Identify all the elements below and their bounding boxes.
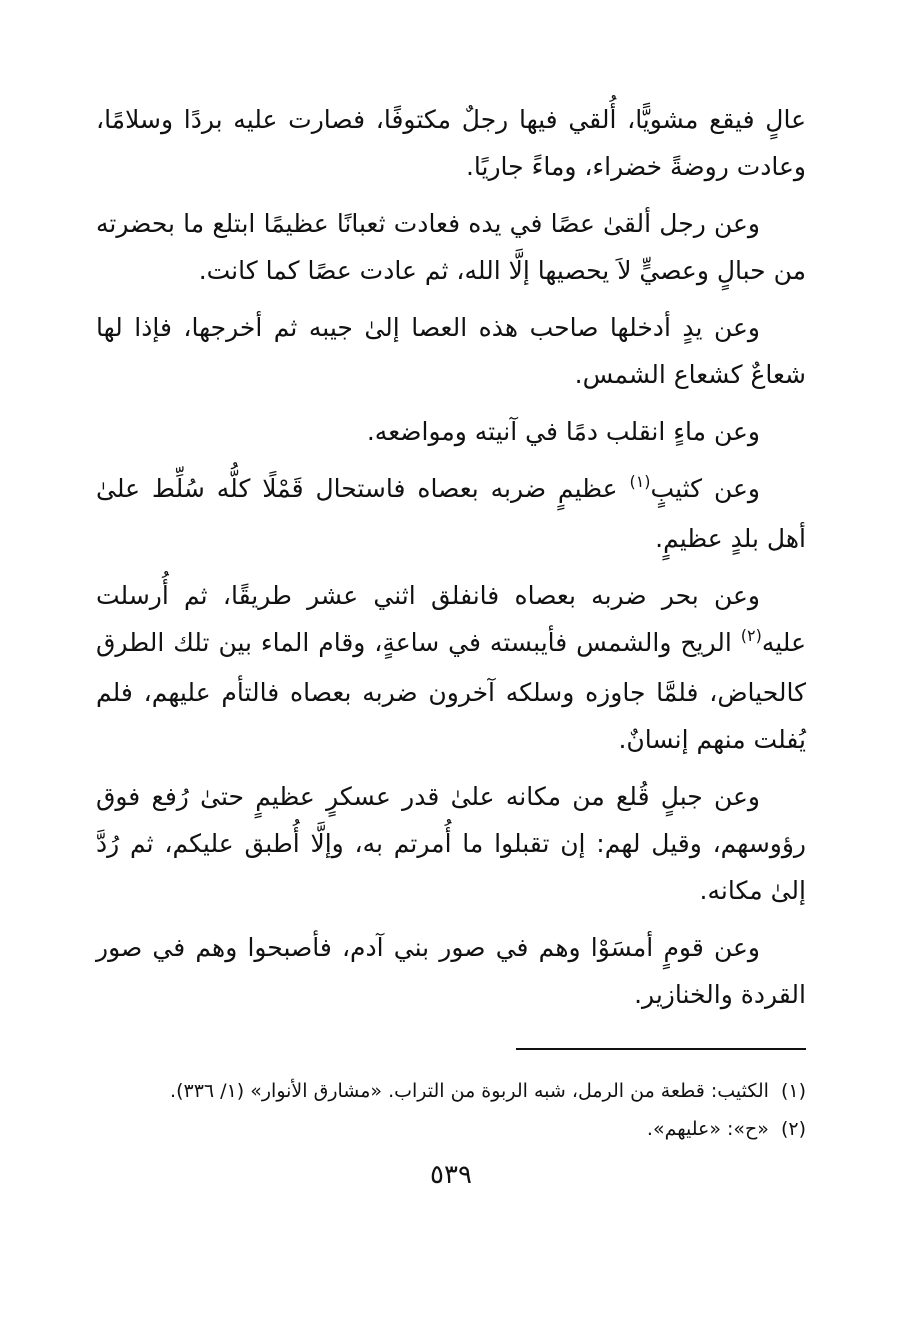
paragraph-6-lead: وعن بحر ضربه بعصاه فانفلق اثني عشر طريقًا، ثم أُرسلت عليه [96,581,806,657]
paragraph-6-rest: الريح والشمس فأيبسته في ساعةٍ، وقام الماء بين تلك الطرق كالحياض، فلمَّا جاوزه وسلكه آخرون ضربه بعصاه فالتأم عليهم، فلم يُفلت منهم إنسانٌ. [96,628,806,754]
paragraph-8: وعن قومٍ أمسَوْا وهم في صور بني آدم، فأصبحوا وهم في صور القردة والخنازير. [96,933,806,1009]
footnote-1-text: الكثيب: قطعة من الرمل، شبه الربوة من التراب. «مشارق الأنوار» (١/ ٣٣٦). [170,1080,769,1102]
paragraph-1: عالٍ فيقع مشويًّا، أُلقي فيها رجلٌ مكتوفًا، فصارت عليه بردًا وسلامًا، وعادت روضةً خضراء، وماءً جاريًا. [96,105,806,181]
footnote-marker-2: (٢) [740,626,762,645]
paragraph-4: وعن ماءٍ انقلب دمًا في آنيته ومواضعه. [366,417,760,446]
footnote-2-number: (٢) [780,1118,806,1140]
footnote-1-number: (١) [780,1080,806,1102]
book-page [96,96,806,1216]
footnote-1 [96,1072,806,1110]
paragraph-5 [96,465,806,562]
paragraph-6 [96,572,806,763]
footnote-2 [96,1110,806,1148]
paragraph-5-lead: وعن كثيبٍ [650,474,761,503]
footnote-2-text: «ح»: «عليهم». [646,1118,769,1140]
footnote-separator [516,1048,806,1050]
paragraph-3: وعن يدٍ أدخلها صاحب هذه العصا إلىٰ جيبه ثم أخرجها، فإذا لها شعاعٌ كشعاع الشمس. [96,313,806,389]
footnotes [96,1072,806,1148]
paragraph-5-rest: عظيمٍ ضربه بعصاه فاستحال قَمْلًا كلُّه سُلِّط علىٰ أهل بلدٍ عظيمٍ. [96,474,806,553]
paragraph-7: وعن جبلٍ قُلع من مكانه علىٰ قدر عسكرٍ عظيمٍ حتىٰ رُفع فوق رؤوسهم، وقيل لهم: إن تقبلوا ما أُمرتم به، وإلَّا أُطبق عليكم، ثم رُدَّ إلىٰ مكانه. [96,782,806,905]
footnote-marker-1: (١) [629,472,651,491]
page-number: ٥٣٩ [430,1160,472,1190]
main-text [96,96,806,1018]
paragraph-2: وعن رجل ألقىٰ عصًا في يده فعادت ثعبانًا عظيمًا ابتلع ما بحضرته من حبالٍ وعصيٍّ لاَ يحصيها إلَّا الله، ثم عادت عصًا كما كانت. [96,209,806,285]
